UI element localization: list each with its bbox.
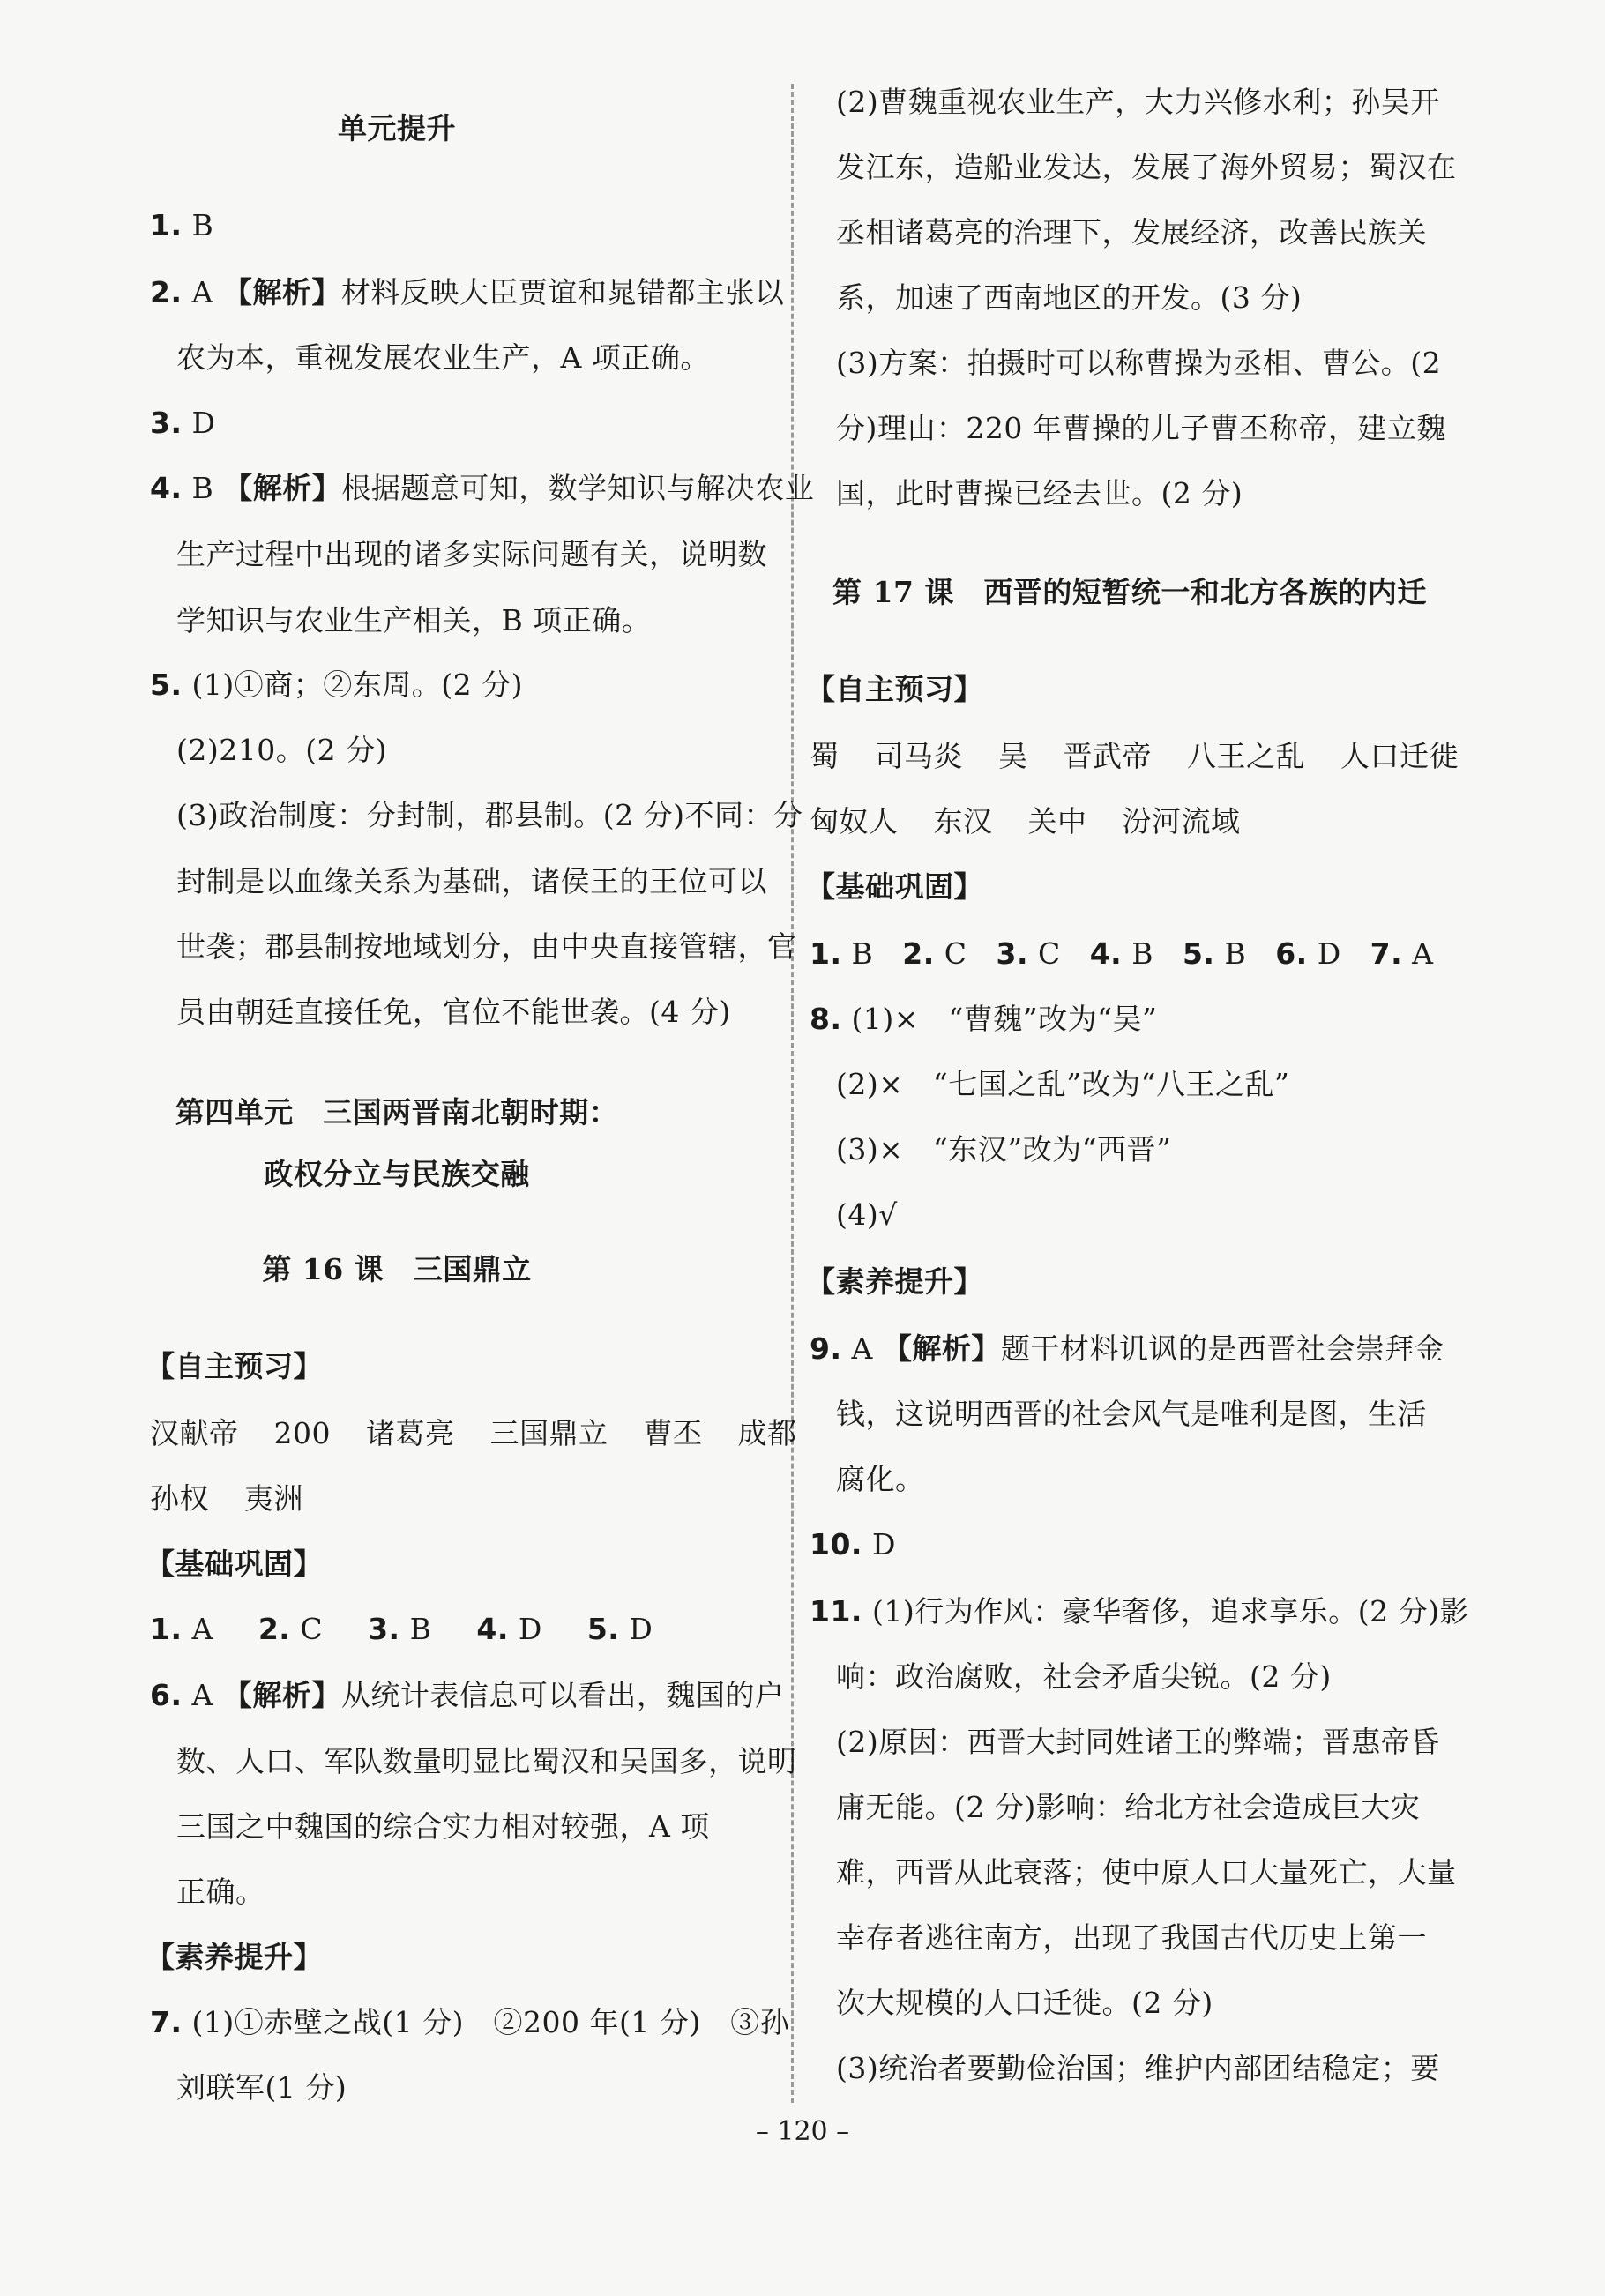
answer-line: 生产过程中出现的诸多实际问题有关，说明数 [176, 537, 767, 571]
lesson-title: 第 16 课 三国鼎立 [262, 1252, 532, 1286]
improve-heading: 【素养提升】 [146, 1940, 323, 1974]
answer-line: 三国之中魏国的综合实力相对较强，A 项 [176, 1809, 710, 1844]
basic-heading: 【基础巩固】 [806, 869, 983, 904]
answer-line: 难，西晋从此衰落；使中原人口大量死亡，大量 [836, 1855, 1457, 1890]
preview-terms: 蜀 司马炎 吴 晋武帝 八王之乱 人口迁徙 [810, 739, 1459, 773]
answer-line: 3. D [150, 406, 216, 440]
answer-line: (3)× “东汉”改为“西晋” [836, 1132, 1172, 1167]
answer-line: 5. (1)①商；②东周。(2 分) [150, 667, 523, 702]
section-title: 单元提升 [338, 111, 456, 145]
answer-line: 11. (1)行为作风：豪华奢侈，追求享乐。(2 分)影 [810, 1594, 1469, 1629]
answer-line: 农为本，重视发展农业生产，A 项正确。 [176, 340, 710, 375]
answer-line: 学知识与农业生产相关，B 项正确。 [176, 603, 652, 637]
answer-line: 钱，这说明西晋的社会风气是唯利是图，生活 [836, 1397, 1427, 1431]
answer-line: (2)× “七国之乱”改为“八王之乱” [836, 1067, 1290, 1101]
answer-line: 9. A 【解析】题干材料讥讽的是西晋社会崇拜金 [810, 1331, 1444, 1366]
page-number: – 120 – [755, 2116, 850, 2147]
answer-line: 系，加速了西南地区的开发。(3 分) [836, 280, 1303, 315]
answer-line: (3)统治者要勤俭治国；维护内部团结稳定；要 [836, 2051, 1440, 2085]
answer-line: (2)原因：西晋大封同姓诸王的弊端；晋惠帝昏 [836, 1725, 1440, 1759]
answer-line: 幸存者逃往南方，出现了我国古代历史上第一 [836, 1920, 1427, 1955]
answer-line: 腐化。 [836, 1462, 925, 1496]
answer-line: 8. (1)× “曹魏”改为“吴” [810, 1002, 1158, 1036]
preview-heading: 【自主预习】 [806, 672, 983, 706]
answer-line: 正确。 [176, 1875, 265, 1909]
answer-line: (2)曹魏重视农业生产，大力兴修水利；孙吴开 [836, 85, 1440, 119]
preview-terms: 匈奴人 东汉 关中 汾河流域 [810, 804, 1241, 839]
answer-line: 世袭；郡县制按地域划分，由中央直接管辖，官 [176, 929, 797, 964]
answer-line: 刘联军(1 分) [176, 2070, 347, 2105]
preview-heading: 【自主预习】 [146, 1349, 323, 1383]
answer-line: 庸无能。(2 分)影响：给北方社会造成巨大灾 [836, 1790, 1421, 1824]
answer-line: 1. B [150, 208, 214, 242]
answer-line: (3)政治制度：分封制，郡县制。(2 分)不同：分 [176, 798, 803, 832]
answer-line: 数、人口、军队数量明显比蜀汉和吴国多，说明 [176, 1744, 797, 1778]
answer-line: 丞相诸葛亮的治理下，发展经济，改善民族关 [836, 215, 1427, 250]
answer-line: 响：政治腐败，社会矛盾尖锐。(2 分) [836, 1659, 1332, 1694]
answer-line: 6. A 【解析】从统计表信息可以看出，魏国的户 [150, 1678, 785, 1712]
answer-line: (4)√ [836, 1197, 898, 1232]
preview-terms: 汉献帝 200 诸葛亮 三国鼎立 曹丕 成都 [150, 1416, 797, 1450]
preview-terms: 孙权 夷洲 [150, 1481, 303, 1516]
unit-subtitle: 政权分立与民族交融 [264, 1157, 530, 1191]
improve-heading: 【素养提升】 [806, 1264, 983, 1299]
answer-line: 4. B 【解析】根据题意可知，数学知识与解决农业 [150, 471, 815, 505]
answer-line: 7. (1)①赤壁之战(1 分) ②200 年(1 分) ③孙 [150, 2005, 790, 2039]
basic-answers: 1. B 2. C 3. C 4. B 5. B 6. D 7. A [810, 936, 1434, 971]
answer-line: 2. A 【解析】材料反映大臣贾谊和晁错都主张以 [150, 275, 785, 309]
answer-line: (3)方案：拍摄时可以称曹操为丞相、曹公。(2 [836, 346, 1442, 380]
answer-line: 国，此时曹操已经去世。(2 分) [836, 476, 1243, 511]
answer-line: 封制是以血缘关系为基础，诸侯王的王位可以 [176, 864, 767, 898]
basic-heading: 【基础巩固】 [146, 1547, 323, 1581]
answer-line: 10. D [810, 1527, 896, 1562]
answer-line: 发江东，造船业发达，发展了海外贸易；蜀汉在 [836, 150, 1457, 184]
lesson-title: 第 17 课 西晋的短暂统一和北方各族的内迁 [832, 575, 1427, 609]
answer-line: 员由朝廷直接任免，官位不能世袭。(4 分) [176, 995, 731, 1029]
answer-line: 分)理由：220 年曹操的儿子曹丕称帝，建立魏 [836, 411, 1446, 445]
answer-line: (2)210。(2 分) [176, 733, 387, 767]
basic-answers: 1. A 2. C 3. B 4. D 5. D [150, 1612, 653, 1646]
answer-line: 次大规模的人口迁徙。(2 分) [836, 1986, 1213, 2020]
unit-title: 第四单元 三国两晋南北朝时期： [175, 1095, 619, 1129]
